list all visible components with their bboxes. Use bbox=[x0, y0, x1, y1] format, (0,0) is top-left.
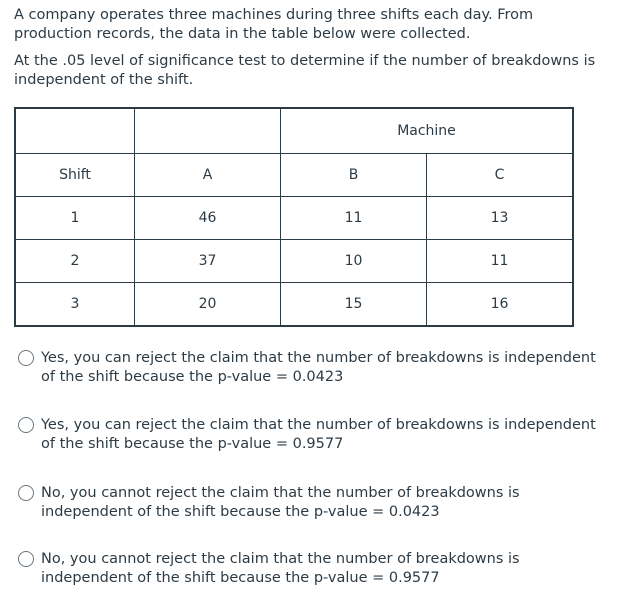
table-cell: 20 bbox=[135, 283, 281, 327]
radio-button[interactable] bbox=[18, 350, 34, 366]
answer-option-3[interactable] bbox=[18, 484, 608, 522]
table-header-row bbox=[15, 154, 573, 197]
header-machine-b: B bbox=[281, 154, 427, 197]
answer-option-label: Yes, you can reject the claim that the number of breakdowns is independent of the shift because the p-value = 0.9577 bbox=[41, 417, 596, 452]
answer-option-4[interactable] bbox=[18, 550, 608, 588]
answer-option-label: No, you cannot reject the claim that the number of breakdowns is independent of the shift because the p-value = 0.9577 bbox=[41, 551, 520, 586]
header-machine-c: C bbox=[427, 154, 574, 197]
table-cell: 37 bbox=[135, 240, 281, 283]
table-spacer-cell bbox=[135, 108, 281, 154]
table-row bbox=[15, 283, 573, 327]
table-cell: 11 bbox=[427, 240, 574, 283]
table-corner-cell bbox=[15, 108, 135, 154]
table-group-header-row bbox=[15, 108, 573, 154]
header-shift: Shift bbox=[15, 154, 135, 197]
question-paragraph-1: A company operates three machines during three shifts each day. From production records, the data in the table below were collected. bbox=[14, 7, 534, 42]
radio-button[interactable] bbox=[18, 551, 34, 567]
answer-option-label: Yes, you can reject the claim that the number of breakdowns is independent of the shift because the p-value = 0.0423 bbox=[41, 350, 596, 385]
radio-button[interactable] bbox=[18, 417, 34, 433]
table-cell: 13 bbox=[427, 197, 574, 240]
radio-button[interactable] bbox=[18, 485, 34, 501]
table-row bbox=[15, 240, 573, 283]
answer-option-label: No, you cannot reject the claim that the number of breakdowns is independent of the shift because the p-value = 0.0423 bbox=[41, 485, 520, 520]
table-cell: 1 bbox=[15, 197, 135, 240]
breakdown-table bbox=[14, 107, 574, 327]
header-machine-a: A bbox=[135, 154, 281, 197]
machine-group-header: Machine bbox=[281, 108, 574, 154]
table-cell: 2 bbox=[15, 240, 135, 283]
table-cell: 16 bbox=[427, 283, 574, 327]
question-paragraph-2: At the .05 level of significance test to determine if the number of breakdowns is independent of the shift. bbox=[14, 53, 596, 88]
answer-option-1[interactable] bbox=[18, 349, 608, 387]
table-cell: 46 bbox=[135, 197, 281, 240]
table-cell: 3 bbox=[15, 283, 135, 327]
table-cell: 10 bbox=[281, 240, 427, 283]
table-cell: 11 bbox=[281, 197, 427, 240]
table-cell: 15 bbox=[281, 283, 427, 327]
answer-option-2[interactable] bbox=[18, 416, 608, 454]
table-row bbox=[15, 197, 573, 240]
